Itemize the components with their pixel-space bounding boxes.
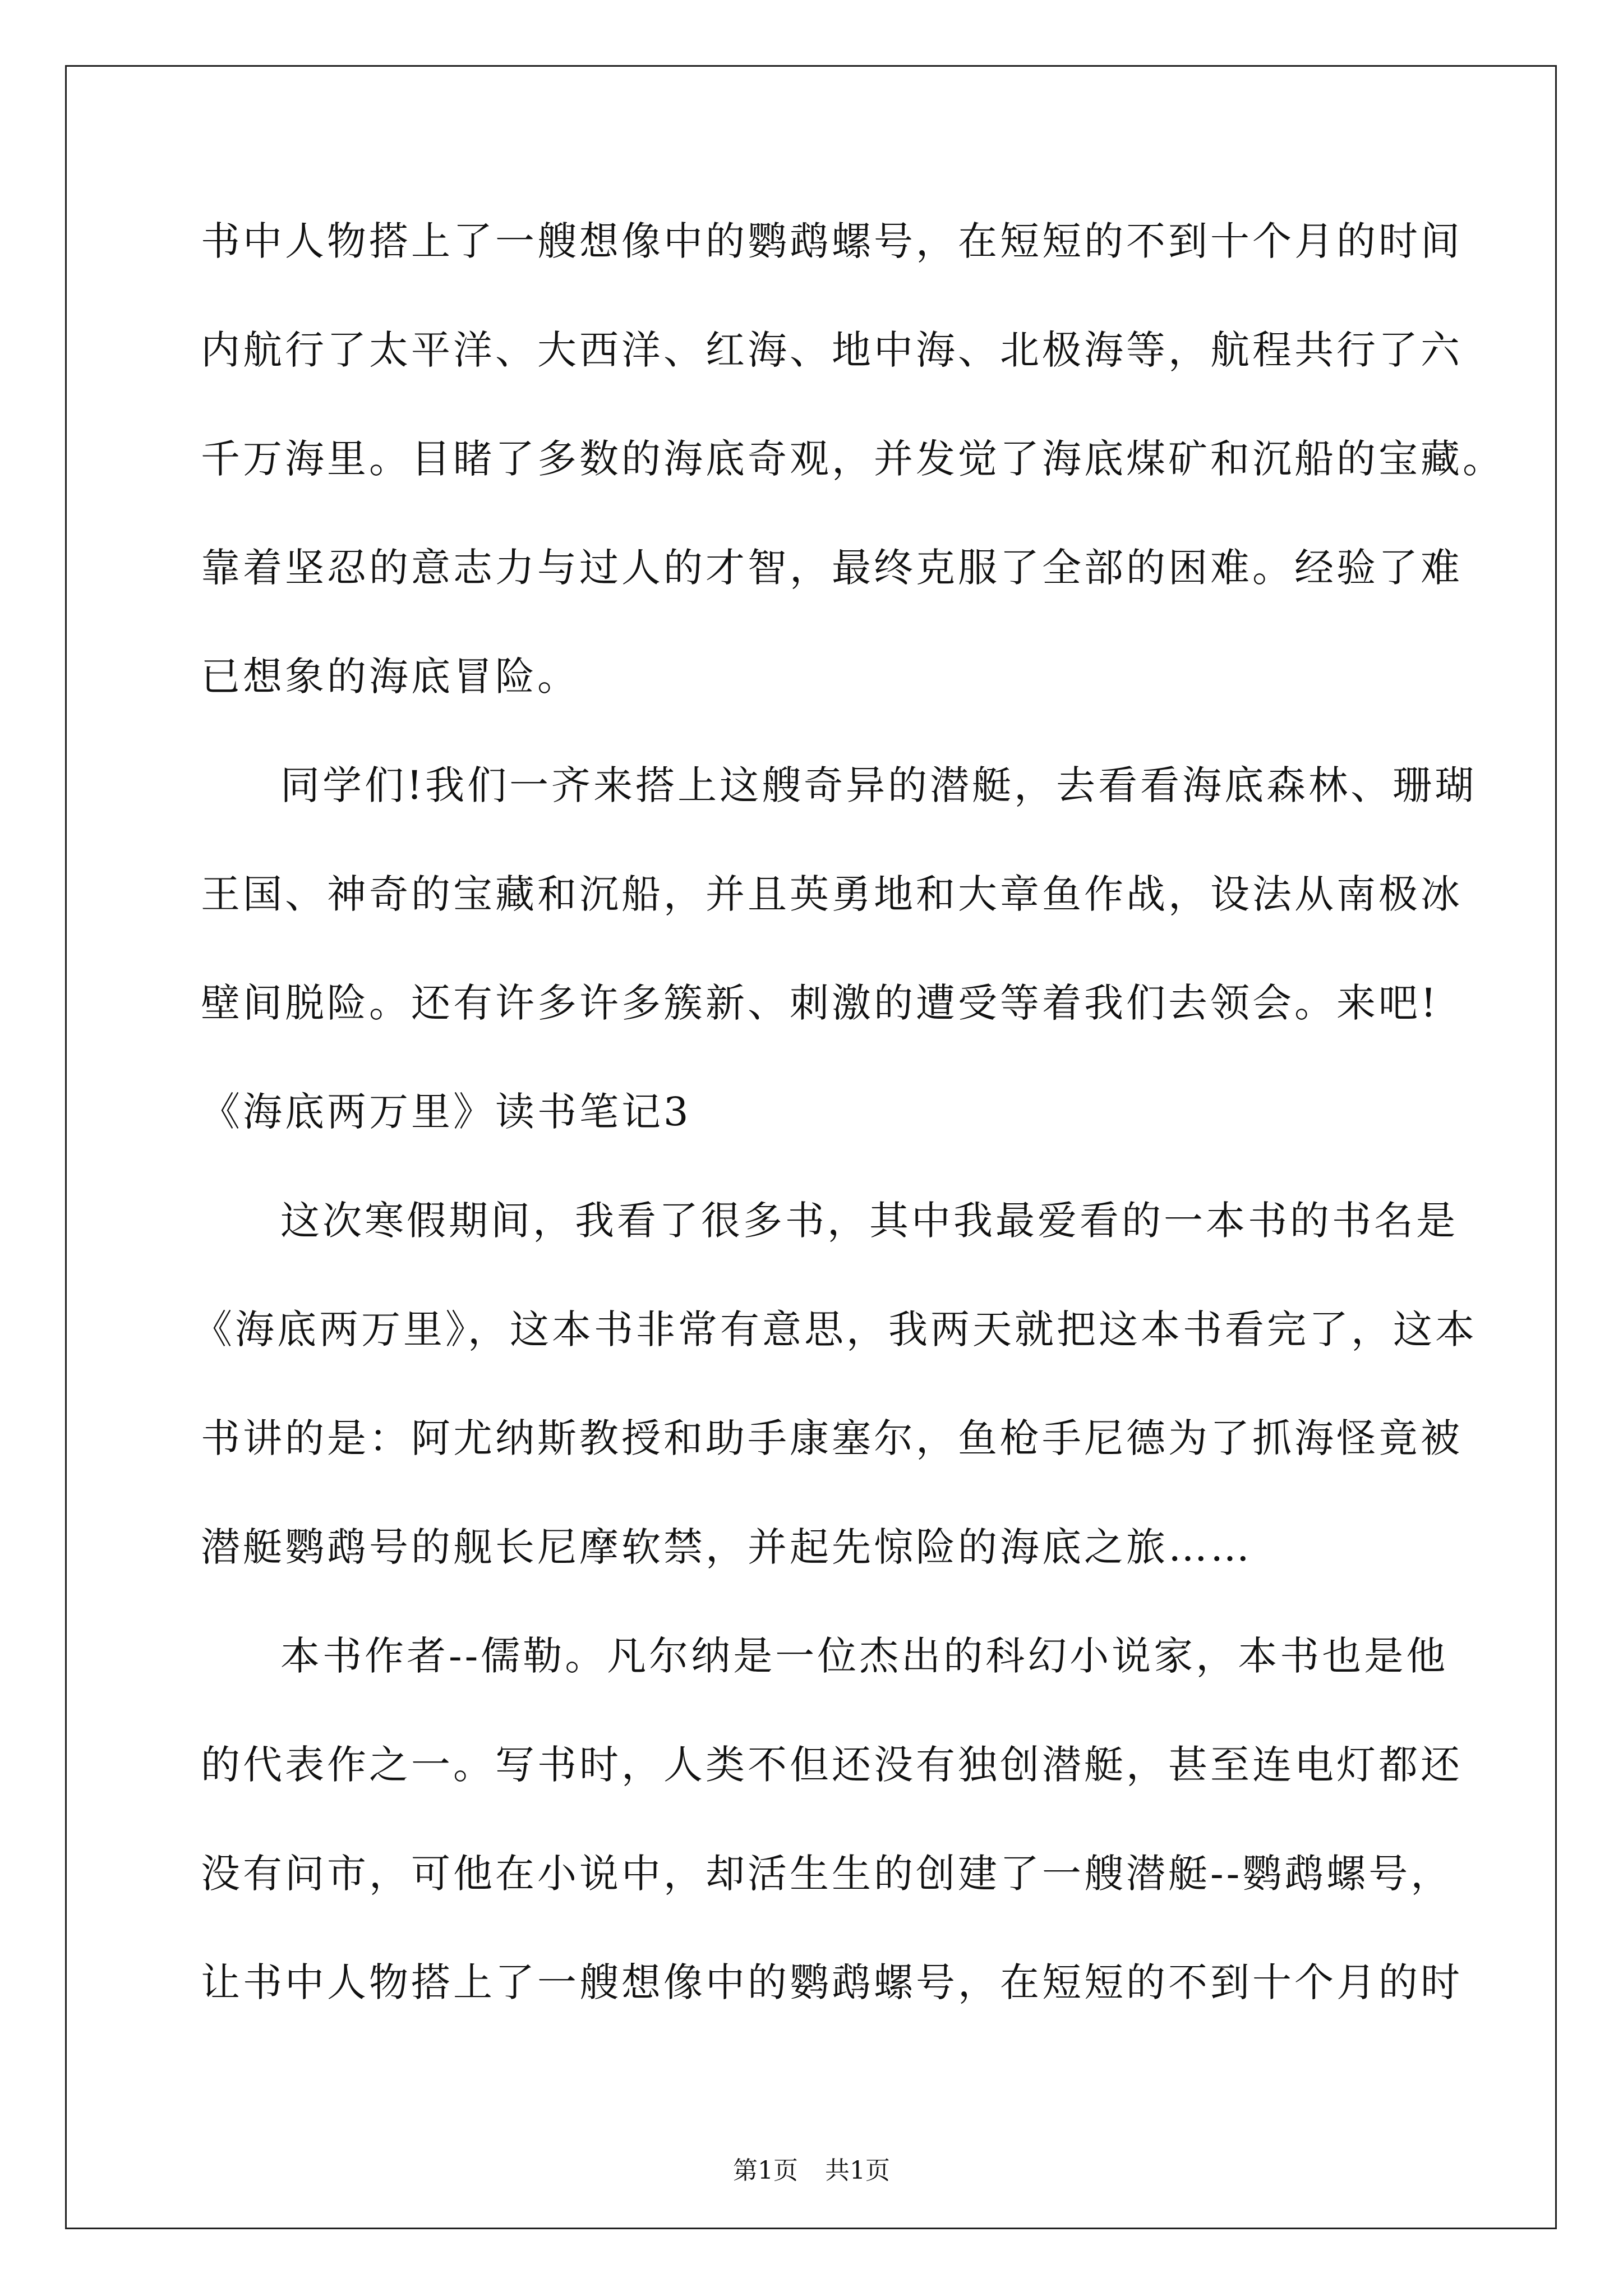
paragraph-first-line: 同学们!我们一齐来搭上这艘奇异的潜艇，去看看海底森林、珊瑚: [280, 762, 1477, 808]
page-total: 共1页: [825, 2156, 890, 2185]
section-heading: 《海底两万里》读书笔记3: [201, 1089, 691, 1135]
text-line: 靠着坚忍的意志力与过人的才智，最终克服了全部的困难。经验了难: [201, 545, 1463, 591]
paragraph-first-line: 本书作者--儒勒。凡尔纳是一位杰出的科幻小说家，本书也是他: [280, 1633, 1449, 1679]
page-border: [65, 65, 1557, 2229]
text-line: 书中人物搭上了一艘想像中的鹦鹉螺号，在短短的不到十个月的时间: [201, 218, 1463, 264]
text-line: 的代表作之一。写书时，人类不但还没有独创潜艇，甚至连电灯都还: [201, 1742, 1463, 1788]
page-footer: [0, 2154, 1623, 2188]
text-line: 《海底两万里》，这本书非常有意思，我两天就把这本书看完了，这本: [193, 1306, 1477, 1352]
page-number: 第1页: [733, 2156, 798, 2185]
text-line: 王国、神奇的宝藏和沉船，并且英勇地和大章鱼作战，设法从南极冰: [201, 871, 1463, 917]
text-line: 让书中人物搭上了一艘想像中的鹦鹉螺号，在短短的不到十个月的时: [201, 1959, 1463, 2005]
text-line: 壁间脱险。还有许多许多簇新、刺激的遭受等着我们去领会。来吧!: [201, 980, 1440, 1026]
text-line: 潜艇鹦鹉号的舰长尼摩软禁，并起先惊险的海底之旅……: [201, 1524, 1252, 1570]
text-line: 没有问市，可他在小说中，却活生生的创建了一艘潜艇--鹦鹉螺号，: [201, 1851, 1453, 1897]
text-line: 千万海里。目睹了多数的海底奇观，并发觉了海底煤矿和沉船的宝藏。: [201, 436, 1505, 482]
text-line: 内航行了太平洋、大西洋、红海、地中海、北极海等，航程共行了六: [201, 327, 1463, 373]
text-line: 书讲的是：阿尤纳斯教授和助手康塞尔，鱼枪手尼德为了抓海怪竟被: [201, 1415, 1463, 1461]
paragraph-first-line: 这次寒假期间，我看了很多书，其中我最爱看的一本书的书名是: [280, 1198, 1458, 1244]
text-line: 已想象的海底冒险。: [201, 654, 579, 700]
